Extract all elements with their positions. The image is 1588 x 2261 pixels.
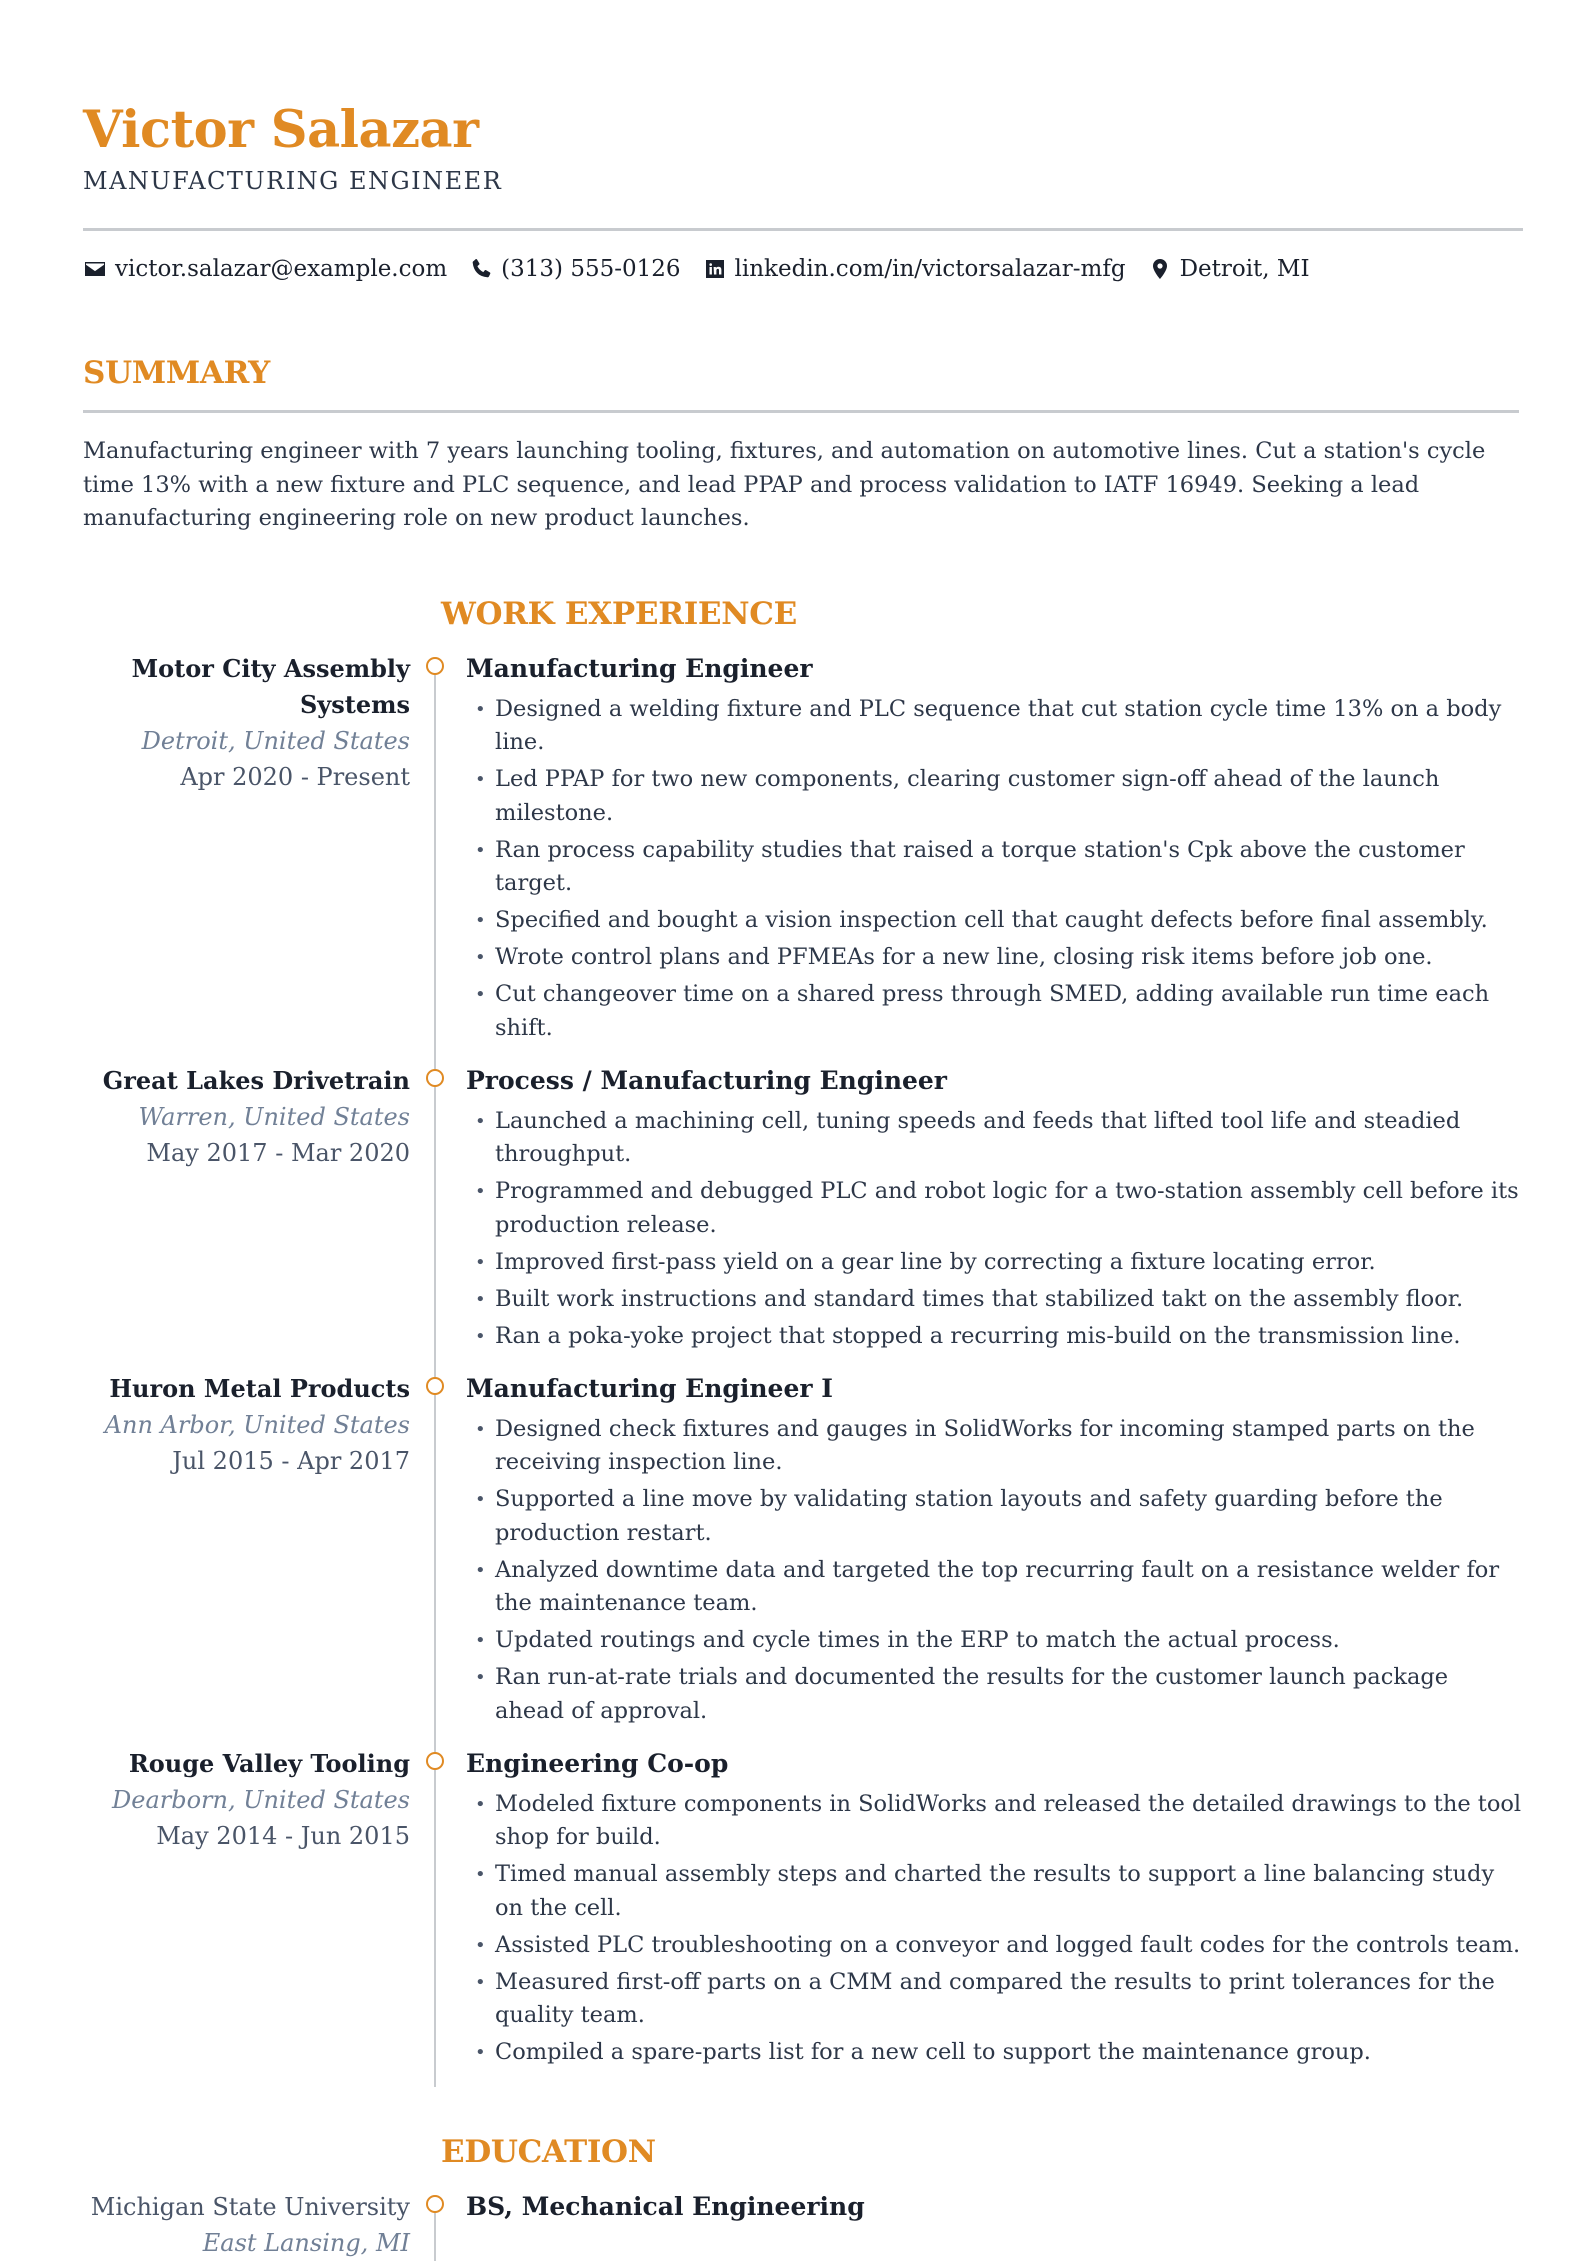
contact-phone[interactable] bbox=[469, 251, 680, 287]
job-meta bbox=[83, 651, 410, 1063]
job-entry bbox=[83, 1063, 1523, 1371]
job-bullet: • Modeled fixture components in SolidWorks and released the detailed drawings to the tool shop for build. bbox=[466, 1788, 1523, 1855]
job-bullet: • Ran a poka-yoke project that stopped a recurring mis-build on the transmission line. bbox=[466, 1320, 1523, 1354]
phone-icon bbox=[469, 257, 493, 281]
envelope-icon bbox=[83, 257, 107, 281]
education-school: Michigan State University bbox=[90, 2193, 410, 2221]
education-entry bbox=[83, 2189, 1523, 2261]
job-company: Huron Metal Products bbox=[109, 1373, 410, 1403]
job-details bbox=[466, 1746, 1523, 2088]
job-company: Motor City Assembly Systems bbox=[131, 653, 410, 719]
job-bullet: • Analyzed downtime data and targeted the top recurring fault on a resistance welder for the maintenance team. bbox=[466, 1554, 1523, 1621]
job-company: Great Lakes Drivetrain bbox=[102, 1065, 410, 1095]
map-pin-icon bbox=[1148, 257, 1172, 281]
timeline-rail bbox=[410, 1371, 466, 1746]
job-bullet: • Timed manual assembly steps and charted the results to support a line balancing study on the cell. bbox=[466, 1858, 1523, 1925]
job-bullets bbox=[466, 1105, 1523, 1354]
job-bullets bbox=[466, 693, 1523, 1046]
timeline-dot-icon bbox=[426, 1377, 444, 1395]
job-meta bbox=[83, 1746, 410, 2088]
job-location: Warren, United States bbox=[138, 1102, 410, 1131]
timeline-rail bbox=[410, 1746, 466, 2088]
timeline-rail bbox=[410, 1063, 466, 1371]
job-bullets bbox=[466, 1788, 1523, 2070]
job-role: Manufacturing Engineer I bbox=[466, 1373, 833, 1403]
job-bullet: • Built work instructions and standard times that stabilized takt on the assembly floor. bbox=[466, 1283, 1523, 1317]
contact-location bbox=[1148, 251, 1310, 287]
contact-email[interactable] bbox=[83, 251, 447, 287]
job-bullet: • Compiled a spare-parts list for a new cell to support the maintenance group. bbox=[466, 2036, 1523, 2070]
timeline-dot-icon bbox=[426, 2195, 444, 2213]
contact-phone-text: (313) 555-0126 bbox=[501, 256, 681, 282]
timeline-line bbox=[434, 1385, 436, 1760]
job-details bbox=[466, 1063, 1523, 1371]
job-bullet: • Cut changeover time on a shared press through SMED, adding available run time each shift. bbox=[466, 978, 1523, 1045]
timeline-dot-icon bbox=[426, 1069, 444, 1087]
timeline-rail bbox=[410, 2189, 466, 2261]
job-company: Rouge Valley Tooling bbox=[128, 1748, 410, 1778]
job-bullet: • Designed a welding fixture and PLC sequence that cut station cycle time 13% on a body line. bbox=[466, 693, 1523, 760]
job-meta bbox=[83, 1063, 410, 1371]
header-divider bbox=[83, 228, 1523, 231]
education-location: East Lansing, MI bbox=[202, 2229, 410, 2257]
job-dates: Jul 2015 - Apr 2017 bbox=[172, 1446, 410, 1475]
job-bullet: • Wrote control plans and PFMEAs for a new line, closing risk items before job one. bbox=[466, 941, 1523, 975]
timeline-line bbox=[434, 1077, 436, 1385]
job-entry bbox=[83, 1746, 1523, 2088]
job-bullet: • Ran process capability studies that raised a torque station's Cpk above the customer target. bbox=[466, 834, 1523, 901]
summary-heading: SUMMARY bbox=[83, 355, 270, 391]
job-dates: May 2017 - Mar 2020 bbox=[146, 1138, 410, 1167]
job-dates: Apr 2020 - Present bbox=[180, 762, 410, 791]
job-bullet: • Updated routings and cycle times in the ERP to match the actual process. bbox=[466, 1624, 1523, 1658]
job-bullet: • Ran run-at-rate trials and documented the results for the customer launch package ahead of approval. bbox=[466, 1661, 1523, 1728]
job-role: Manufacturing Engineer bbox=[466, 653, 813, 683]
candidate-name: Victor Salazar bbox=[83, 100, 479, 160]
contact-bar bbox=[83, 251, 1523, 287]
job-location: Detroit, United States bbox=[141, 726, 410, 755]
job-bullet: • Assisted PLC troubleshooting on a conveyor and logged fault codes for the controls team. bbox=[466, 1929, 1523, 1963]
timeline-line bbox=[434, 665, 436, 1077]
job-bullet: • Designed check fixtures and gauges in SolidWorks for incoming stamped parts on the receiving inspection line. bbox=[466, 1413, 1523, 1480]
job-details bbox=[466, 651, 1523, 1063]
job-entry bbox=[83, 1371, 1523, 1746]
education-heading: EDUCATION bbox=[441, 2134, 656, 2170]
job-dates: May 2014 - Jun 2015 bbox=[156, 1821, 410, 1850]
job-location: Dearborn, United States bbox=[112, 1785, 410, 1814]
candidate-title: MANUFACTURING ENGINEER bbox=[83, 167, 503, 195]
job-bullet: • Improved first-pass yield on a gear line by correcting a fixture locating error. bbox=[466, 1246, 1523, 1280]
education-meta bbox=[83, 2189, 410, 2261]
summary-divider bbox=[83, 410, 1519, 413]
work-experience-list bbox=[83, 651, 1523, 2088]
education-degree: BS, Mechanical Engineering bbox=[466, 2192, 865, 2221]
job-bullet: • Measured first-off parts on a CMM and compared the results to print tolerances for the quality team. bbox=[466, 1966, 1523, 2033]
work-experience-heading: WORK EXPERIENCE bbox=[441, 595, 797, 632]
education-list bbox=[83, 2189, 1523, 2261]
education-details bbox=[466, 2189, 1523, 2261]
timeline-dot-icon bbox=[426, 657, 444, 675]
job-bullet: • Launched a machining cell, tuning speeds and feeds that lifted tool life and steadied throughput. bbox=[466, 1105, 1523, 1172]
timeline-line bbox=[434, 1760, 436, 2088]
job-location: Ann Arbor, United States bbox=[104, 1410, 410, 1439]
contact-email-text: victor.salazar@example.com bbox=[115, 256, 448, 282]
resume-page bbox=[83, 100, 1523, 2261]
job-meta bbox=[83, 1371, 410, 1746]
job-details bbox=[466, 1371, 1523, 1746]
summary-text: Manufacturing engineer with 7 years launching tooling, fixtures, and automation on automotive lines. Cut a station's cycle time 13% with a new fixture and PLC sequence, and lead PPAP and process validation to IATF 16949. Seeking a lead manufacturing engineering role on new product launches. bbox=[83, 438, 1486, 531]
job-entry bbox=[83, 651, 1523, 1063]
contact-location-text: Detroit, MI bbox=[1179, 256, 1310, 282]
timeline-dot-icon bbox=[426, 1752, 444, 1770]
job-bullet: • Supported a line move by validating station layouts and safety guarding before the production restart. bbox=[466, 1483, 1523, 1550]
timeline-rail bbox=[410, 651, 466, 1063]
job-bullets bbox=[466, 1413, 1523, 1729]
linkedin-icon bbox=[703, 257, 727, 281]
job-role: Engineering Co-op bbox=[466, 1748, 729, 1778]
job-bullet: • Programmed and debugged PLC and robot logic for a two-station assembly cell before its production release. bbox=[466, 1175, 1523, 1242]
job-role: Process / Manufacturing Engineer bbox=[466, 1065, 947, 1095]
contact-linkedin-text: linkedin.com/in/victorsalazar-mfg bbox=[734, 256, 1126, 282]
contact-linkedin[interactable] bbox=[703, 251, 1126, 287]
job-bullet: • Led PPAP for two new components, clearing customer sign-off ahead of the launch milestone. bbox=[466, 763, 1523, 830]
job-bullet: • Specified and bought a vision inspection cell that caught defects before final assembly. bbox=[466, 904, 1523, 938]
